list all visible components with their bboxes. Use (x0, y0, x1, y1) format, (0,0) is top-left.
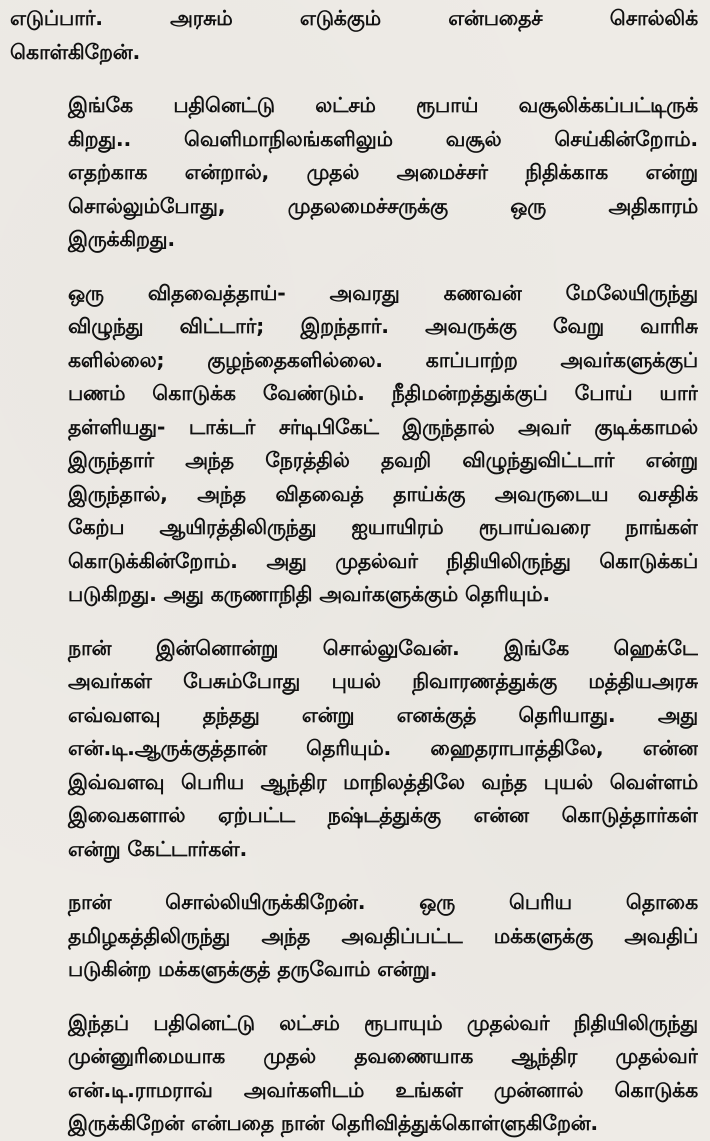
document-body (10, 2, 698, 1141)
text-line: அவர்கள் பேசும்போது புயல் நிவாரணத்துக்கு மத்தியஅரசு (68, 669, 698, 693)
text-line: என்.டி.ஆருக்குத்தான் தெரியும். ஹைதராபாத்திலே, என்ன (68, 736, 698, 760)
text-line: இவைகளால் ஏற்பட்ட நஷ்டத்துக்கு என்ன கொடுத்தார்கள் (68, 803, 698, 827)
text-line: கொடுக்கின்றோம். அது முதல்வர் நிதியிலிருந்து கொடுக்கப் (68, 548, 698, 573)
text-line: இருந்தால், அந்த விதவைத் தாய்க்கு அவருடைய வசதிக் (68, 481, 698, 506)
paragraph (10, 632, 698, 867)
text-line: படுகின்ற மக்களுக்குத் தருவோம் என்று. (68, 957, 438, 981)
text-line: இருந்தார் அந்த நேரத்தில் தவறி விழுந்துவிட்டார் என்று (68, 448, 698, 472)
text-line: களில்லை; குழந்தைகளில்லை. காப்பாற்ற அவர்களுக்குப் (68, 347, 698, 372)
text-line: கிறது.. வெளிமாநிலங்களிலும் வசூல் செய்கின்றோம். (68, 126, 698, 151)
text-line: இங்கே பதினெட்டு லட்சம் ரூபாய் வசூலிக்கப்பட்டிருக் (68, 93, 698, 117)
text-line: கேற்ப ஆயிரத்திலிருந்து ஐயாயிரம் ரூபாய்வரை நாங்கள் (68, 515, 698, 539)
text-line: நான் சொல்லியிருக்கிறேன். ஒரு பெரிய தொகை (68, 890, 698, 914)
text-line: பணம் கொடுக்க வேண்டும். நீதிமன்றத்துக்குப் போய் யார் (68, 381, 698, 405)
text-line: இருக்கிறது. (68, 227, 175, 251)
text-line: ஒரு விதவைத்தாய்- அவரது கணவன் மேலேயிருந்து (68, 280, 698, 305)
text-line: எவ்வளவு தந்தது என்று எனக்குத் தெரியாது. அது (68, 702, 698, 727)
text-line: தள்ளியது- டாக்டர் சர்டிபிகேட் இருந்தால் அவர் குடிக்காமல் (68, 414, 698, 439)
text-line: முன்னுரிமையாக முதல் தவணையாக ஆந்திர முதல்வர் (68, 1044, 698, 1068)
text-line: இவ்வளவு பெரிய ஆந்திர மாநிலத்திலே வந்த புயல் வெள்ளம் (68, 769, 698, 794)
text-line: இருக்கிறேன் என்பதை நான் தெரிவித்துக்கொள்ளுகிறேன். (68, 1111, 598, 1135)
paragraph (10, 89, 698, 257)
text-line: இந்தப் பதினெட்டு லட்சம் ரூபாயும் முதல்வர் நிதியிலிருந்து (68, 1010, 698, 1035)
paragraph (10, 277, 698, 612)
text-line: சொல்லும்போது, முதலமைச்சருக்கு ஒரு அதிகாரம் (68, 193, 698, 218)
text-line: விழுந்து விட்டார்; இறந்தார். அவருக்கு வேறு வாரிசு (68, 314, 698, 338)
text-line: எதற்காக என்றால், முதல் அமைச்சர் நிதிக்காக என்று (68, 160, 698, 184)
text-line: நான் இன்னொன்று சொல்லுவேன். இங்கே ஹெக்டே (68, 635, 698, 660)
text-line: என்று கேட்டார்கள். (68, 836, 248, 861)
paragraph (10, 2, 698, 69)
text-line: படுகிறது. அது கருணாநிதி அவர்களுக்கும் தெரியும். (68, 582, 550, 606)
text-line: தமிழகத்திலிருந்து அந்த அவதிப்பட்ட மக்களுக்கு அவதிப் (68, 923, 698, 948)
paragraph (10, 1007, 698, 1141)
paragraph (10, 886, 698, 987)
text-line: எடுப்பார். அரசும் எடுக்கும் என்பதைச் சொல்லிக் (10, 6, 698, 30)
text-line: கொள்கிறேன். (10, 39, 141, 64)
text-line: என்.டி.ராமராவ் அவர்களிடம் உங்கள் முன்னால் கொடுக்க (68, 1077, 698, 1102)
